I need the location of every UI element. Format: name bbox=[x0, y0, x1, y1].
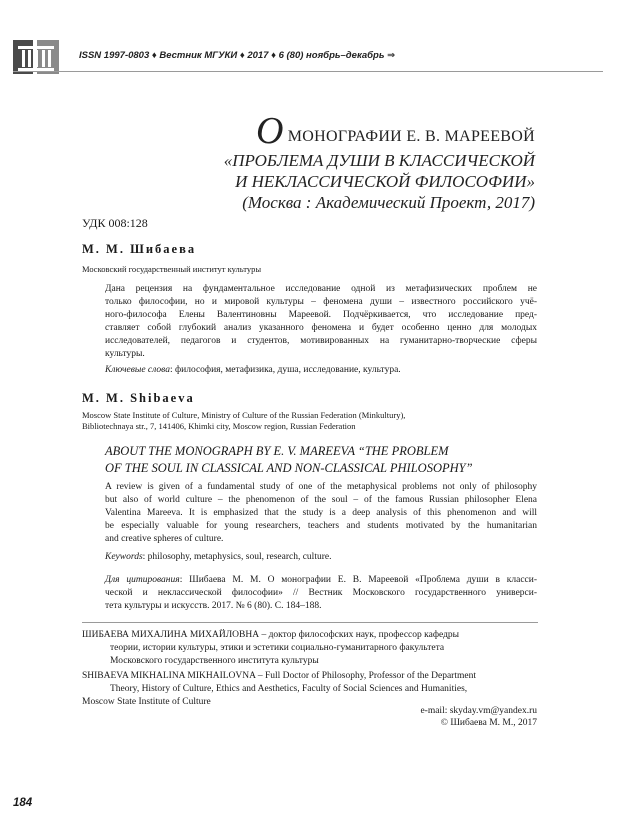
citation-line bbox=[105, 574, 537, 587]
keywords-ru-text: : философия, метафизика, душа, исследование, культура. bbox=[169, 365, 401, 375]
bio-ru-line: теории, истории культуры, этики и эстетики социально-гуманитарного факультета bbox=[110, 643, 445, 653]
abstract-ru-line: ного-философа Елены Валентиновны Мареевой. Подчёркивается, что исследование пред- bbox=[105, 310, 537, 321]
author-ru: М. М. Шибаева bbox=[82, 242, 197, 256]
bio-ru-line: Московского государственного института культуры bbox=[110, 656, 319, 666]
abstract-ru-line: культуры. bbox=[105, 349, 145, 360]
abstract-en-line: be especially valuable for young researchers, teachers and students motivated by the humanitarian bbox=[105, 521, 537, 532]
citation bbox=[105, 574, 537, 613]
title-en-line-1: ABOUT THE MONOGRAPH BY E. V. MAREEVA “THE PROBLEM bbox=[105, 444, 449, 458]
citation-line: ческой и неклассической философии» // Вестник Московского государственного универси- bbox=[105, 588, 537, 599]
affiliation-en bbox=[82, 410, 405, 432]
title-line-2: «ПРОБЛЕМА ДУШИ В КЛАССИЧЕСКОЙ bbox=[223, 151, 535, 170]
article-title-en bbox=[105, 443, 537, 477]
abstract-en-line: A review is given of a fundamental study of one of the metaphysical problems not only of philosophy bbox=[105, 482, 537, 492]
title-en-line-2: OF THE SOUL IN CLASSICAL AND NON-CLASSICAL PHILOSOPHY” bbox=[105, 461, 473, 475]
page-number: 184 bbox=[13, 797, 33, 809]
bio-en-line: Moscow State Institute of Culture bbox=[82, 697, 211, 707]
abstract-en-line: and creative spheres of culture. bbox=[105, 534, 224, 545]
keywords-en-label: Keywords bbox=[105, 552, 143, 562]
abstract-ru-line: Дана рецензия на фундаментальное исследование одной из метафизических проблем не bbox=[105, 284, 537, 294]
abstract-ru-line: исследователей, педагогов и студентов, мотивированных на гуманитарно-творческие сферы bbox=[105, 336, 537, 347]
author-en: M. M. Shibaeva bbox=[82, 391, 195, 405]
journal-header: ISSN 1997-0803 ♦ Вестник МГУКИ ♦ 2017 ♦ 6 (80) ноябрь–декабрь ⇒ bbox=[79, 50, 396, 61]
abstract-en-line: but also of world culture – the phenomenon of the soul – of the famous Russian philosopher Elena bbox=[105, 495, 537, 506]
abstract-en bbox=[105, 481, 537, 546]
abstract-ru bbox=[105, 283, 537, 362]
abstract-en-line: Valentina Mareeva. It is emphasized that the study is a deep analysis of this phenomenon and will bbox=[105, 508, 537, 519]
title-dropcap: О bbox=[256, 110, 284, 152]
bio-en-line: Theory, History of Culture, Ethics and Aesthetics, Faculty of Social Sciences and Humanities, bbox=[110, 684, 468, 694]
author-bio-en bbox=[82, 670, 538, 709]
abstract-ru-line: только философии, но и мировой культуры – феномена души – известного российского учё- bbox=[105, 297, 537, 308]
contact-info bbox=[420, 705, 537, 729]
keywords-ru bbox=[105, 365, 401, 375]
bio-ru-line: ШИБАЕВА МИХАЛИНА МИХАЙЛОВНА – доктор философских наук, профессор кафедры bbox=[82, 630, 460, 640]
udk-code: УДК 008:128 bbox=[82, 216, 148, 230]
author-email[interactable]: e-mail: skyday.vm@yandex.ru bbox=[420, 706, 537, 716]
keywords-en bbox=[105, 552, 331, 562]
citation-label: Для цитирования bbox=[105, 575, 180, 585]
affiliation-en-line-1: Moscow State Institute of Culture, Ministry of Culture of the Russian Federation (Minkultury), bbox=[82, 410, 406, 420]
affiliation-ru: Московский государственный институт культуры bbox=[82, 264, 262, 274]
bio-en-line: SHIBAEVA MIKHALINA MIKHAILOVNA – Full Doctor of Philosophy, Professor of the Department bbox=[82, 671, 476, 681]
title-line-1 bbox=[224, 112, 535, 150]
copyright: © Шибаева М. М., 2017 bbox=[440, 718, 537, 728]
citation-line: тета культуры и искусств. 2017. № 6 (80). С. 184–188. bbox=[105, 601, 322, 612]
footer-divider bbox=[82, 622, 538, 623]
author-bio-ru bbox=[82, 629, 538, 668]
article-title bbox=[224, 112, 535, 213]
header-divider bbox=[13, 71, 603, 72]
keywords-ru-label: Ключевые слова bbox=[105, 365, 170, 375]
title-line-3: И НЕКЛАССИЧЕСКОЙ ФИЛОСОФИИ» bbox=[235, 172, 535, 191]
title-line-4: (Москва : Академический Проект, 2017) bbox=[242, 193, 535, 212]
journal-logo-icon bbox=[13, 40, 59, 74]
keywords-en-text: : philosophy, metaphysics, soul, research, culture. bbox=[142, 552, 332, 562]
abstract-ru-line: ставляет собой глубокий анализ указанного феномена и будет особенно ценно для молодых bbox=[105, 323, 537, 334]
title-line-1-text: МОНОГРАФИИ Е. В. МАРЕЕВОЙ bbox=[287, 128, 535, 145]
citation-line-1: : Шибаева М. М. О монографии Е. В. Мареевой «Проблема души в класси- bbox=[179, 575, 537, 585]
affiliation-en-line-2: Bibliotechnaya str., 7, 141406, Khimki city, Moscow region, Russian Federation bbox=[82, 421, 356, 431]
